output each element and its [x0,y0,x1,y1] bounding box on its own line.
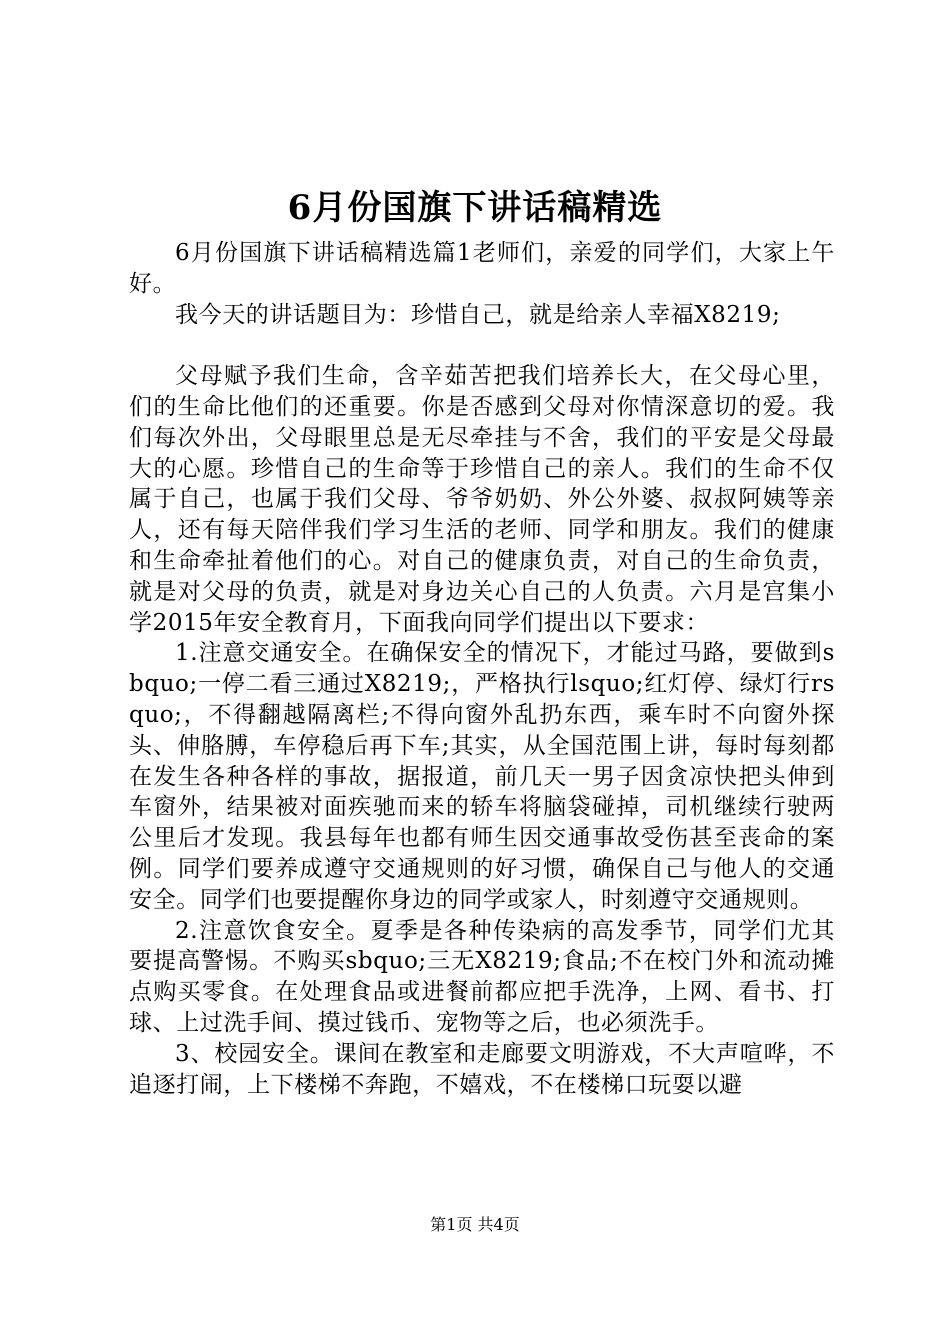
page-footer: 第1页 共4页 [430,1215,520,1234]
document-title: 6月份国旗下讲话稿精选 [287,188,663,228]
paragraph-parents: 父母赋予我们生命，含辛茹苦把我们培养长大，在父母心里，们的生命比他们的还重要。你是否感到父母对你情深意切的爱。我们每次外出，父母眼里总是无尽牵挂与不舍，我们的平安是父母最大的心愿。珍惜自己的生命等于珍惜自己的亲人。我们的生命不仅属于自己，也属于我们父母、爷爷奶奶、外公外婆、叔叔阿姨等亲人，还有每天陪伴我们学习生活的老师、同学和朋友。我们的健康和生命牵扯着他们的心。对自己的健康负责，对自己的生命负责，就是对父母的负责，就是对身边关心自己的人负责。六月是宫集小学2015年安全教育月，下面我向同学们提出以下要求： [129,363,835,636]
paragraph-campus-safety: 3、校园安全。课间在教室和走廊要文明游戏，不大声喧哗，不追逐打闹，上下楼梯不奔跑，不嬉戏，不在楼梯口玩耍以避 [129,1040,835,1098]
paragraph-greeting: 6月份国旗下讲话稿精选篇1老师们，亲爱的同学们，大家上午好。 [129,240,835,297]
paragraph-traffic-safety: 1.注意交通安全。在确保安全的情况下，才能过马路，要做到sbquo;一停二看三通过X8219;，严格执行lsquo;红灯停、绿灯行rsquo;，不得翻越隔离栏;不得向窗外乱扔东西，乘车时不向窗外探头、伸胳膊，车停稳后再下车;其实，从全国范围上讲，每时每刻都在发生各种各样的事故，据报道，前几天一男子因贪凉快把头伸到车窗外，结果被对面疾驰而来的轿车将脑袋碰掉，司机继续行驶两公里后才发现。我县每年也都有师生因交通事故受伤甚至丧命的案例。同学们要养成遵守交通规则的好习惯，确保自己与他人的交通安全。同学们也要提醒你身边的同学或家人，时刻遵守交通规则。 [129,640,835,913]
paragraph-food-safety: 2.注意饮食安全。夏季是各种传染病的高发季节，同学们尤其要提高警惕。不购买sbquo;三无X8219;食品;不在校门外和流动摊点购买零食。在处理食品或进餐前都应把手洗净，上网、看书、打球、上过洗手间、摸过钱币、宠物等之后，也必须洗手。 [129,917,835,1036]
document-body [129,238,835,1100]
paragraph-topic: 我今天的讲话题目为：珍惜自己，就是给亲人幸福X8219; [175,301,781,328]
